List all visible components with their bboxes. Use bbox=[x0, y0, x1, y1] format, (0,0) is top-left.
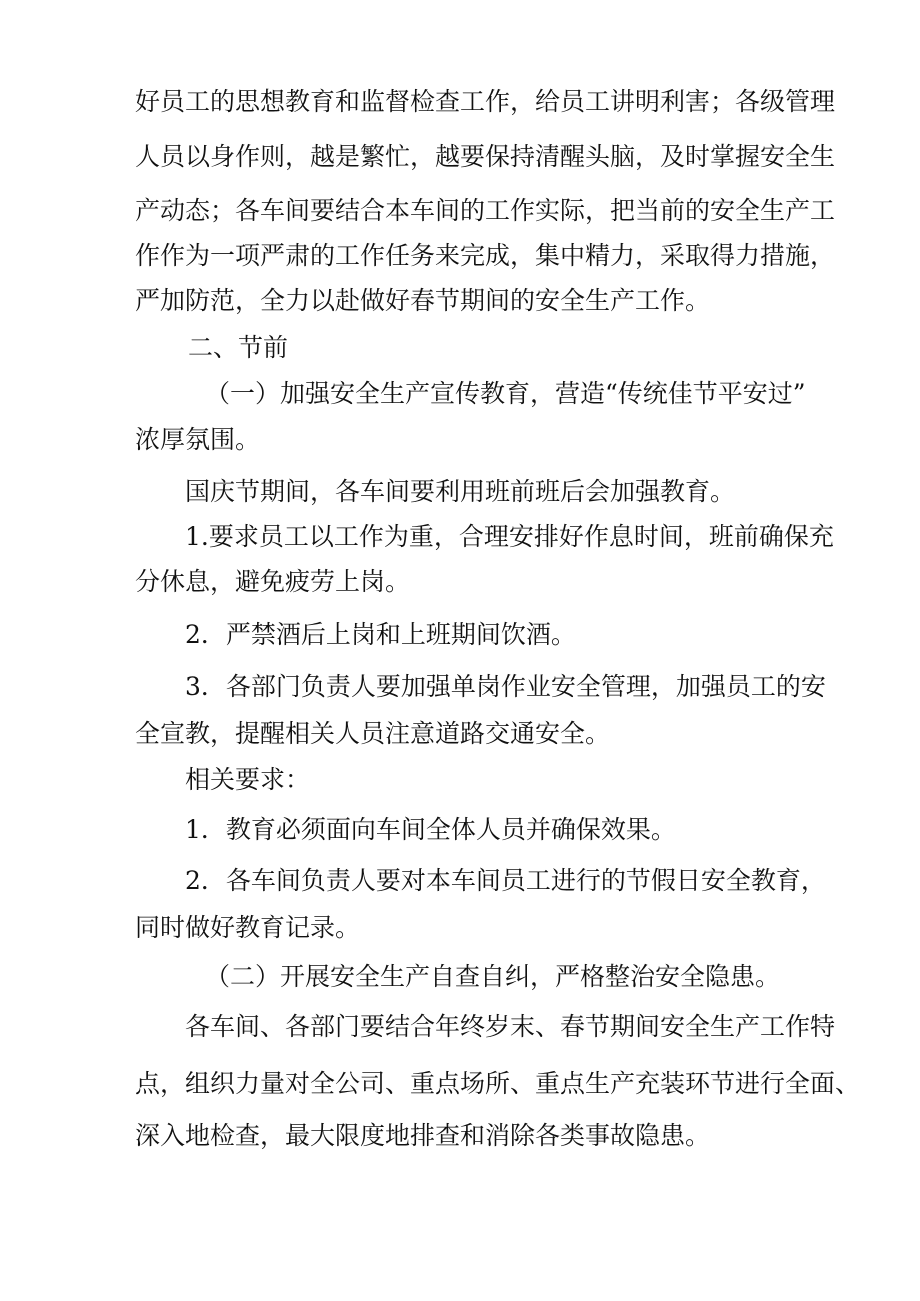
text-line: 产动态；各车间要结合本车间的工作实际，把当前的安全生产工 bbox=[135, 196, 836, 225]
subsection-heading: （一）加强安全生产宣传教育，营造“传统佳节平安过” bbox=[205, 379, 806, 408]
text-line: 作作为一项严肃的工作任务来完成，集中精力，采取得力措施， bbox=[135, 241, 836, 270]
text-line: 国庆节期间，各车间要利用班前班后会加强教育。 bbox=[185, 477, 736, 506]
text-line: 好员工的思想教育和监督检查工作，给员工讲明利害；各级管理 bbox=[135, 87, 836, 116]
requirements-title: 相关要求： bbox=[185, 765, 311, 794]
text-line: 各车间、各部门要结合年终岁末、春节期间安全生产工作特 bbox=[185, 1012, 836, 1041]
list-item: 分休息，避免疲劳上岗。 bbox=[135, 567, 411, 596]
list-item: 1．教育必须面向车间全体人员并确保效果。 bbox=[185, 815, 676, 844]
text-line: 人员以身作则，越是繁忙，越要保持清醒头脑，及时掌握安全生 bbox=[135, 142, 836, 171]
list-item: 3．各部门负责人要加强单岗作业安全管理，加强员工的安 bbox=[185, 672, 826, 701]
list-item: 2．各车间负责人要对本车间员工进行的节假日安全教育， bbox=[185, 866, 826, 895]
list-item: 1.要求员工以工作为重，合理安排好作息时间，班前确保充 bbox=[185, 522, 834, 551]
text-line: 深入地检查，最大限度地排查和消除各类事故隐患。 bbox=[135, 1121, 711, 1150]
subsection-heading: 浓厚氛围。 bbox=[135, 425, 261, 454]
section-heading: 二、节前 bbox=[188, 333, 289, 362]
list-item: 同时做好教育记录。 bbox=[135, 913, 361, 942]
text-line: 点，组织力量对全公司、重点场所、重点生产充装环节进行全面、 bbox=[135, 1069, 861, 1098]
text-line: 严加防范，全力以赴做好春节期间的安全生产工作。 bbox=[135, 286, 711, 315]
list-item: 全宣教，提醒相关人员注意道路交通安全。 bbox=[135, 719, 611, 748]
list-item: 2．严禁酒后上岗和上班期间饮酒。 bbox=[185, 620, 576, 649]
subsection-heading: （二）开展安全生产自查自纠，严格整治安全隐患。 bbox=[205, 962, 781, 991]
